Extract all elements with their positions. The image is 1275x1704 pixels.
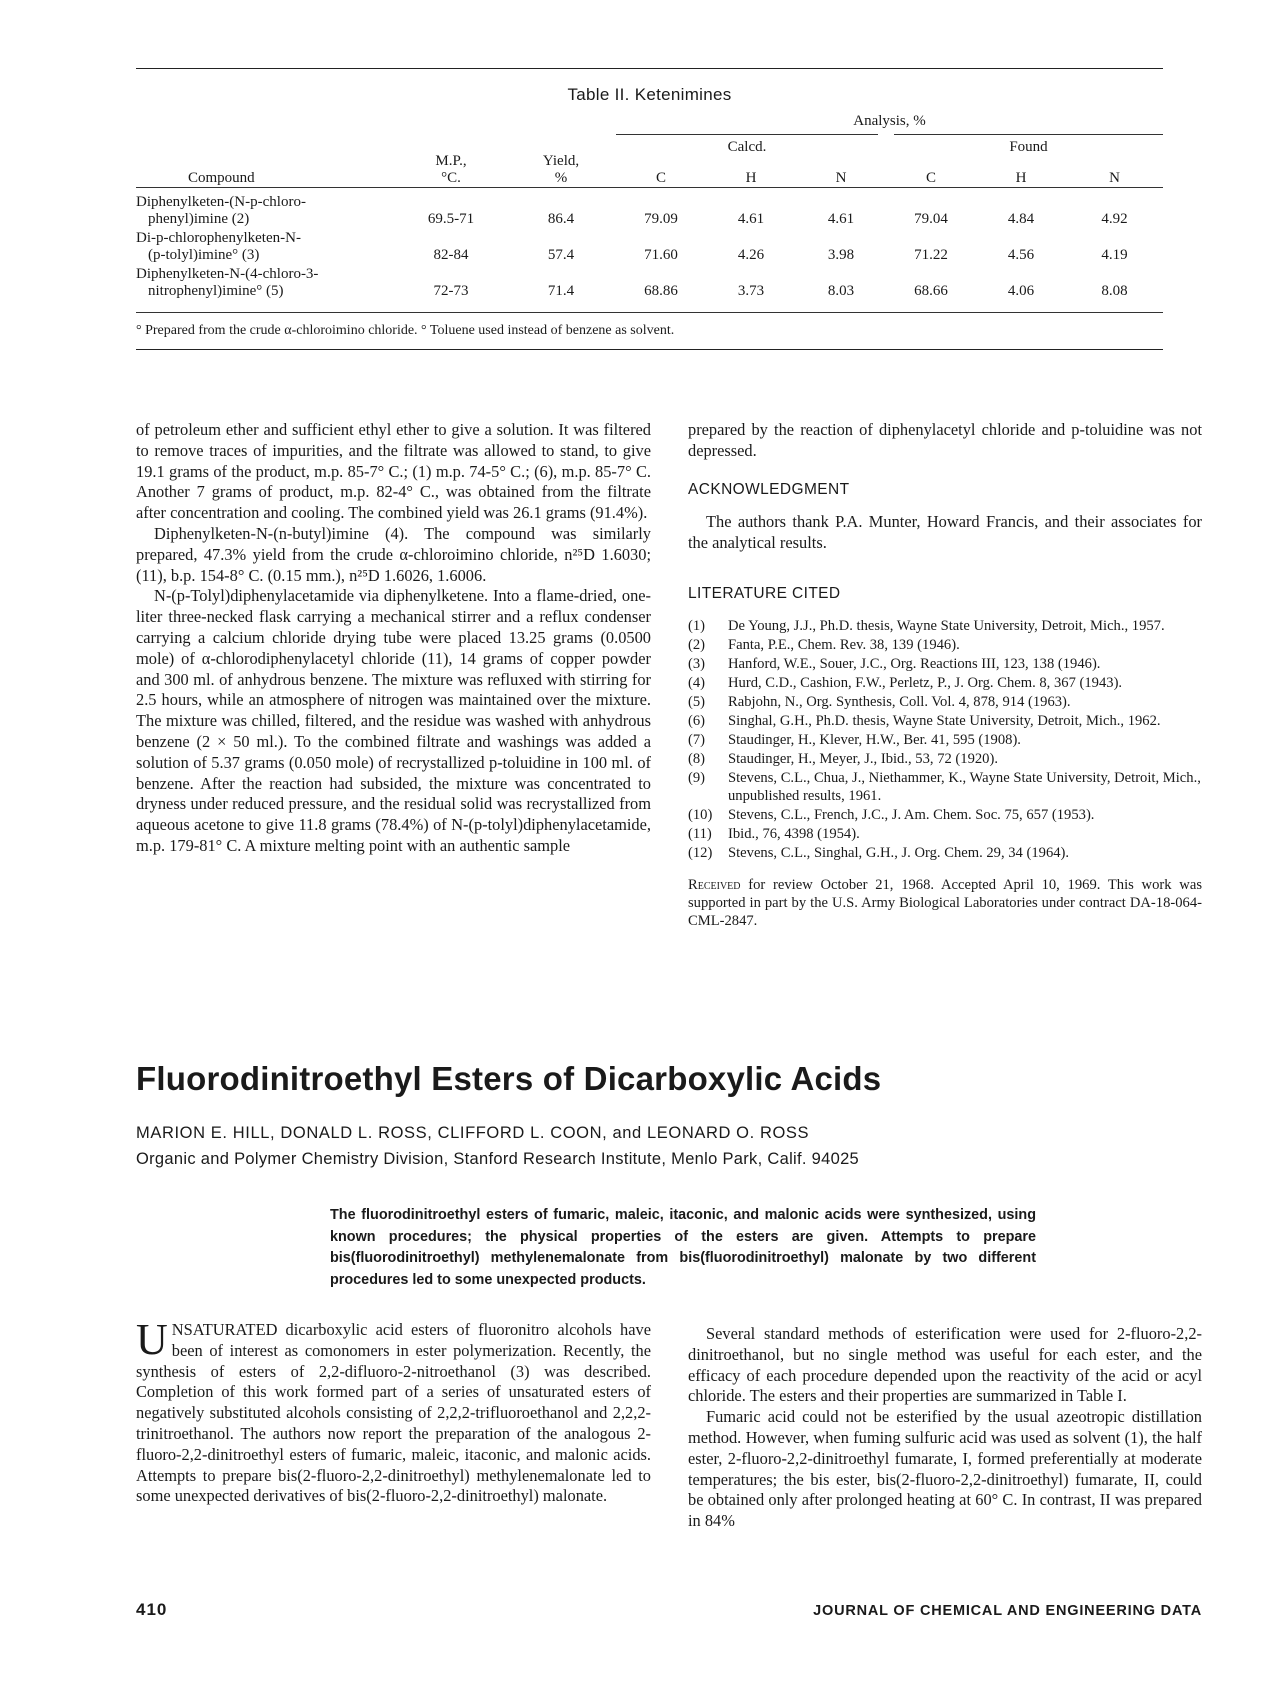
calc-n-cell: 4.61 (827, 211, 855, 227)
found-c-cell: 79.04 (914, 211, 948, 227)
found-h-header: H (976, 156, 1066, 188)
found-h-cell: 4.56 (1007, 247, 1035, 263)
compound-name-line2: phenyl)imine (2) (148, 211, 250, 227)
reference-item: (6) Singhal, G.H., Ph.D. thesis, Wayne State University, Detroit, Mich., 1962. (688, 712, 1161, 729)
found-h-cell: 4.84 (1007, 211, 1035, 227)
received-note (688, 876, 1202, 930)
found-h-cell: 4.06 (1007, 283, 1035, 299)
intro-paragraph (136, 1315, 651, 1507)
body-paragraph: Diphenylketen-N-(n-butyl)imine (4). The compound was similarly prepared, 47.3% yield from the crude α-chloroimino chloride, n²⁵D 1.6030; (11), b.p. 154-8° C. (0.15 mm.), n²⁵D 1.6026, 1.6006. (136, 523, 651, 585)
calc-n-cell: 8.03 (827, 283, 855, 299)
table-row (136, 192, 1163, 228)
mp-header-line1: M.P., (435, 153, 467, 169)
article-title: Fluorodinitroethyl Esters of Dicarboxylic Acids (136, 1060, 882, 1097)
calc-h-header: H (706, 156, 796, 188)
reference-item: (7) Staudinger, H., Klever, H.W., Ber. 41, 595 (1908). (688, 731, 1021, 748)
left-column-bottom (136, 1315, 651, 1507)
ketenimines-table (136, 113, 1163, 300)
calcd-header: Calcd. (616, 135, 886, 157)
literature-heading: LITERATURE CITED (688, 584, 841, 602)
compound-name-line2: (p-tolyl)imine° (3) (148, 247, 260, 263)
found-c-header: C (886, 156, 976, 188)
compound-name-line1: Diphenylketen-(N-p-chloro- (136, 194, 306, 210)
body-paragraph: Fumaric acid could not be esterified by the usual azeotropic distillation method. However, when fuming sulfuric acid was used as solvent (1), the half ester, 2-fluoro-2,2-dinitroethyl fumarate, I, formed preferentially at moderate temperatures; the bis ester, bis(2-fluoro-2,2-dinitroethyl) fumarate, II, could be obtained only after prolonged heating at 60° C. In contrast, II was prepared in 84% (688, 1407, 1202, 1531)
reference-item: (1) De Young, J.J., Ph.D. thesis, Wayne State University, Detroit, Mich., 1957. (688, 617, 1165, 634)
compound-header: Compound (188, 170, 255, 186)
calc-c-cell: 71.60 (644, 247, 678, 263)
reference-item: (4) Hurd, C.D., Cashion, F.W., Perletz, P., J. Org. Chem. 8, 367 (1943). (688, 674, 1123, 691)
yield-header-line2: % (554, 170, 568, 186)
drop-cap: U (136, 1315, 168, 1364)
reference-item: (2) Fanta, P.E., Chem. Rev. 38, 139 (1946). (688, 636, 960, 653)
calc-c-header: C (616, 156, 706, 188)
yield-cell: 86.4 (547, 211, 575, 227)
reference-item: (12) Stevens, C.L., Singhal, G.H., J. Org. Chem. 29, 34 (1964). (688, 844, 1070, 861)
compound-name-line2: nitrophenyl)imine° (5) (148, 283, 284, 299)
table-end-rule (136, 349, 1163, 350)
acknowledgment-heading: ACKNOWLEDGMENT (688, 480, 850, 498)
reference-item: (10) Stevens, C.L., French, J.C., J. Am. Chem. Soc. 75, 657 (1953). (688, 806, 1095, 823)
table-section (136, 68, 1163, 350)
yield-cell: 57.4 (547, 247, 575, 263)
reference-item: (5) Rabjohn, N., Org. Synthesis, Coll. Vol. 4, 878, 914 (1963). (688, 693, 1071, 710)
calc-c-cell: 79.09 (644, 211, 678, 227)
body-paragraph: of petroleum ether and sufficient ethyl ether to give a solution. It was filtered to remove traces of impurities, and the filtrate was allowed to stand, to give 19.1 grams of the product, m.p. 85-7° C.; (1) m.p. 74-5° C.; (6), m.p. 85-7° C. Another 7 grams of product, m.p. 82-4° C., was obtained from the filtrate after concentration and cooling. The combined yield was 26.1 grams (91.4%). (136, 420, 651, 523)
acknowledgment-text: The authors thank P.A. Munter, Howard Francis, and their associates for the analytical results. (688, 512, 1202, 553)
found-n-cell: 4.92 (1101, 211, 1128, 227)
calc-n-header: N (796, 156, 886, 188)
found-c-cell: 71.22 (914, 247, 948, 263)
page-number: 410 (136, 1600, 168, 1619)
body-paragraph: prepared by the reaction of diphenylacetyl chloride and p-toluidine was not depressed. (688, 420, 1202, 460)
received-label: Received (688, 876, 741, 893)
table-title: Table II. Ketenimines (567, 85, 732, 104)
reference-list (688, 617, 1202, 862)
reference-item: (8) Staudinger, H., Meyer, J., Ibid., 53, 72 (1920). (688, 750, 998, 767)
calc-h-cell: 4.61 (737, 211, 765, 227)
calc-c-cell: 68.86 (644, 283, 678, 299)
compound-name-line1: Di-p-chlorophenylketen-N- (136, 230, 301, 246)
found-c-cell: 68.66 (914, 283, 948, 299)
found-n-header: N (1066, 156, 1163, 188)
found-n-cell: 8.08 (1101, 283, 1128, 299)
calc-h-cell: 3.73 (737, 283, 765, 299)
compound-name-line1: Diphenylketen-N-(4-chloro-3- (136, 266, 319, 282)
received-text: for review October 21, 1968. Accepted April 10, 1969. This work was supported in part by the U.S. Army Biological Laboratories under contract DA-18-064-CML-2847. (688, 876, 1202, 929)
body-paragraph: Several standard methods of esterification were used for 2-fluoro-2,2-dinitroethanol, but no single method was useful for each ester, and the efficacy of each procedure depended upon the reactivity of the acid or acyl chloride. The esters and their properties are summarized in Table I. (688, 1324, 1202, 1406)
reference-item: (11) Ibid., 76, 4398 (1954). (688, 825, 860, 842)
left-column-top (136, 420, 651, 857)
right-column-bottom (688, 1324, 1202, 1532)
mp-cell: 82-84 (433, 247, 469, 263)
table-row (136, 264, 1163, 300)
article-affiliation: Organic and Polymer Chemistry Division, Stanford Research Institute, Menlo Park, Calif. 94025 (136, 1150, 860, 1168)
body-paragraph: N-(p-Tolyl)diphenylacetamide via diphenylketene. Into a flame-dried, one-liter three-necked flask carrying a mechanical stirrer and a reflux condenser carrying a calcium chloride drying tube were placed 13.25 grams (0.0500 mole) of α-chlorodiphenylacetyl chloride (11), 14 grams of copper powder and 300 ml. of anhydrous benzene. The mixture was refluxed with stirring for 2.5 hours, while an atmosphere of nitrogen was maintained over the mixture. The mixture was chilled, filtered, and the residue was washed with anhydrous benzene (2 × 50 ml.). To the combined filtrate and washings was added a solution of 5.37 grams (0.050 mole) of recrystallized p-toluidine in 100 ml. of benzene. After the reaction had subsided, the mixture was concentrated to dryness under reduced pressure, and the residual solid was recrystallized from aqueous acetone to give 11.8 grams (78.4%) of N-(p-tolyl)diphenylacetamide, m.p. 179-81° C. A mixture melting point with an authentic sample (136, 586, 651, 855)
yield-cell: 71.4 (547, 283, 575, 299)
found-n-cell: 4.19 (1101, 247, 1128, 263)
mp-cell: 72-73 (433, 283, 469, 299)
yield-header-line1: Yield, (542, 153, 580, 169)
table-top-rule (136, 68, 1163, 69)
intro-text: NSATURATED dicarboxylic acid esters of fluoronitro alcohols have been of interest as comonomers in ester polymerization. Recently, the synthesis of esters of 2,2-difluoro-2-nitroethanol (3) was described. Completion of this work formed part of a series of unsaturated esters of negatively substituted alcohols consisting of 2,2,2-trifluoroethanol and 2,2,2-trinitroethanol. The authors now report the preparation of the analogous 2-fluoro-2,2-dinitroethyl esters of fumaric, maleic, itaconic, and malonic acids. Attempts to prepare bis(2-fluoro-2,2-dinitroethyl) methylenemalonate led to some unexpected derivatives of bis(2-fluoro-2,2-dinitroethyl) malonate. (136, 1320, 651, 1506)
right-column-top (688, 420, 1202, 930)
calc-n-cell: 3.98 (827, 247, 855, 263)
table-bottom-rule (136, 312, 1163, 313)
article-abstract: The fluorodinitroethyl esters of fumaric, maleic, itaconic, and malonic acids were synthesized, using known procedures; the physical properties of the esters are given. Attempts to prepare bis(fluorodinitroethyl) methylenemalonate from bis(fluorodinitroethyl) malonate by two different procedures led to some unexpected products. (330, 1207, 1036, 1288)
mp-cell: 69.5-71 (427, 211, 475, 227)
article-authors: MARION E. HILL, DONALD L. ROSS, CLIFFORD L. COON, and LEONARD O. ROSS (136, 1124, 810, 1142)
mp-header-line2: °C. (441, 170, 461, 186)
table-footnote: ° Prepared from the crude α-chloroimino chloride. ° Toluene used instead of benzene as solvent. (136, 323, 675, 338)
found-header: Found (886, 135, 1163, 157)
reference-item: (9) Stevens, C.L., Chua, J., Niethammer, K., Wayne State University, Detroit, Mich., unpublished results, 1961. (688, 769, 1201, 804)
table-row (136, 228, 1163, 264)
analysis-header: Analysis, % (853, 113, 926, 129)
reference-item: (3) Hanford, W.E., Souer, J.C., Org. Reactions III, 123, 138 (1946). (688, 655, 1101, 672)
journal-name: JOURNAL OF CHEMICAL AND ENGINEERING DATA (813, 1603, 1202, 1619)
calc-h-cell: 4.26 (737, 247, 765, 263)
